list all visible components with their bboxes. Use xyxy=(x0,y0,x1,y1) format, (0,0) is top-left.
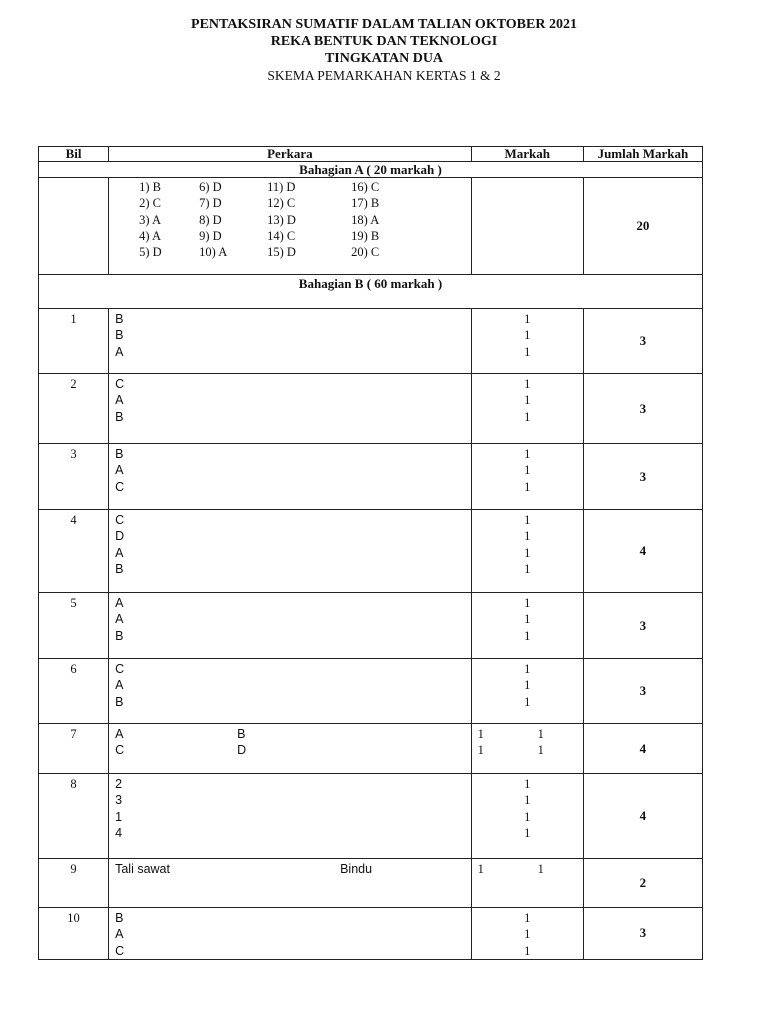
row-total: 3 xyxy=(583,908,702,960)
answer-item: A xyxy=(115,545,124,560)
row-number: 6 xyxy=(39,659,109,724)
row-total: 3 xyxy=(583,593,702,659)
mark-item: 1 xyxy=(524,927,531,942)
answer-item: Bindu xyxy=(340,862,373,876)
mark-item: 1 xyxy=(524,312,531,326)
section-a-answer: 12) C xyxy=(267,196,296,211)
col-markah-header: Markah xyxy=(471,147,583,162)
mark-item: 1 xyxy=(524,529,531,544)
answer-item: B xyxy=(115,409,124,424)
answer-item: A xyxy=(115,393,124,408)
mark-item: 1 xyxy=(537,743,544,758)
row-total: 3 xyxy=(583,374,702,444)
mark-item: 1 xyxy=(524,463,531,478)
row-total: 3 xyxy=(583,309,702,374)
row-number: 7 xyxy=(39,724,109,774)
answer-item: B xyxy=(115,628,124,643)
row-answers xyxy=(109,593,472,659)
mark-item: 1 xyxy=(524,447,531,461)
row-marks xyxy=(471,908,583,960)
answer-item: C xyxy=(115,943,125,958)
mark-item: 1 xyxy=(524,545,531,560)
document-header xyxy=(0,16,768,84)
answer-item: A xyxy=(115,678,124,693)
section-a-answer: 15) D xyxy=(267,245,296,260)
table-row xyxy=(39,859,703,908)
row-answers xyxy=(109,309,472,374)
row-total: 4 xyxy=(583,510,702,593)
mark-item: 1 xyxy=(524,561,531,576)
answer-item: D xyxy=(237,743,247,758)
section-a-answer: 5) D xyxy=(139,245,162,260)
mark-pair xyxy=(472,861,583,877)
mark-item: 1 xyxy=(477,743,484,758)
mark-item: 1 xyxy=(524,777,531,791)
answer-item: 1 xyxy=(115,809,123,824)
row-marks xyxy=(471,309,583,374)
section-a-answer: 17) B xyxy=(351,196,380,211)
exam-title: PENTAKSIRAN SUMATIF DALAM TALIAN OKTOBER 2021 xyxy=(191,17,577,32)
col-bil-header: Bil xyxy=(39,147,109,162)
row-marks xyxy=(471,859,583,908)
subject-title: REKA BENTUK DAN TEKNOLOGI xyxy=(270,34,498,49)
row-answers xyxy=(109,374,472,444)
section-a-answer: 20) C xyxy=(351,245,380,260)
mark-item: 1 xyxy=(524,628,531,643)
section-a-answer: 4) A xyxy=(139,228,161,243)
row-marks xyxy=(471,593,583,659)
section-a-answer-grid xyxy=(109,178,471,260)
section-b-title-row xyxy=(39,275,703,309)
section-a-answer: 16) C xyxy=(351,180,380,194)
mark-item: 1 xyxy=(524,409,531,424)
mark-item: 1 xyxy=(537,727,544,741)
mark-item: 1 xyxy=(524,513,531,527)
row-total: 4 xyxy=(583,724,702,774)
row-marks xyxy=(471,774,583,859)
section-a-answer: 3) A xyxy=(139,212,161,227)
row-total: 4 xyxy=(583,774,702,859)
section-a-total: 20 xyxy=(583,178,702,275)
row-number: 9 xyxy=(39,859,109,908)
row-marks xyxy=(471,659,583,724)
table-row xyxy=(39,724,703,774)
answer-item: 4 xyxy=(115,825,123,840)
answer-item: A xyxy=(115,463,124,478)
mark-item: 1 xyxy=(524,911,531,925)
row-answers xyxy=(109,510,472,593)
mark-item: 1 xyxy=(477,727,484,741)
answer-item: B xyxy=(115,561,124,576)
mark-item: 1 xyxy=(524,662,531,676)
answer-item: C xyxy=(115,662,125,676)
answer-item: B xyxy=(115,694,124,709)
mark-item: 1 xyxy=(524,612,531,627)
table-row xyxy=(39,309,703,374)
marking-scheme-table xyxy=(38,146,703,960)
answer-pair xyxy=(115,861,471,877)
form-level: TINGKATAN DUA xyxy=(324,51,444,66)
table-row xyxy=(39,908,703,960)
row-answers xyxy=(109,724,472,774)
section-a-answer: 8) D xyxy=(199,212,222,227)
mark-item: 1 xyxy=(524,809,531,824)
mark-pair xyxy=(472,742,583,758)
section-a-answer: 18) A xyxy=(351,212,380,227)
answer-item: B xyxy=(115,911,124,925)
mark-item: 1 xyxy=(477,862,484,876)
answer-item: A xyxy=(115,344,124,359)
answer-item: B xyxy=(237,727,246,741)
mark-item: 1 xyxy=(524,825,531,840)
mark-item: 1 xyxy=(524,793,531,808)
row-marks xyxy=(471,374,583,444)
table-row xyxy=(39,774,703,859)
answer-item: A xyxy=(115,927,124,942)
mark-pair xyxy=(472,726,583,742)
answer-item: B xyxy=(115,312,124,326)
table-header-row xyxy=(39,147,703,162)
section-a-answer: 2) C xyxy=(139,196,161,211)
section-a-answer: 10) A xyxy=(199,245,228,260)
answer-item: C xyxy=(115,479,125,494)
section-a-title-row xyxy=(39,162,703,178)
mark-item: 1 xyxy=(524,596,531,610)
section-b-title: Bahagian B ( 60 markah ) xyxy=(39,275,703,309)
section-a-answer: 1) B xyxy=(139,180,161,194)
mark-item: 1 xyxy=(524,328,531,343)
answer-item: D xyxy=(115,529,125,544)
table-row xyxy=(39,374,703,444)
section-a-answer: 13) D xyxy=(267,212,296,227)
row-total: 2 xyxy=(583,859,702,908)
answer-pair xyxy=(115,742,471,758)
row-marks xyxy=(471,724,583,774)
answer-item: B xyxy=(115,328,124,343)
table-row xyxy=(39,659,703,724)
row-answers xyxy=(109,908,472,960)
answer-item: A xyxy=(115,596,124,610)
table-row xyxy=(39,510,703,593)
row-total: 3 xyxy=(583,659,702,724)
section-a-answers-row xyxy=(39,178,703,275)
row-answers xyxy=(109,774,472,859)
table-row xyxy=(39,444,703,510)
mark-item: 1 xyxy=(524,694,531,709)
section-a-answer: 9) D xyxy=(199,228,222,243)
answer-item: 3 xyxy=(115,793,123,808)
scheme-title: SKEMA PEMARKAHAN KERTAS 1 & 2 xyxy=(267,68,501,83)
row-number: 3 xyxy=(39,444,109,510)
section-a-answer: 6) D xyxy=(199,180,222,194)
row-number: 8 xyxy=(39,774,109,859)
row-answers xyxy=(109,859,472,908)
answer-item: C xyxy=(115,513,125,527)
mark-item: 1 xyxy=(537,862,544,876)
section-a-answer: 7) D xyxy=(199,196,222,211)
section-a-answer: 14) C xyxy=(267,228,296,243)
answer-item: A xyxy=(115,727,124,741)
row-number: 4 xyxy=(39,510,109,593)
section-a-answer: 11) D xyxy=(267,180,296,194)
mark-item: 1 xyxy=(524,479,531,494)
row-number: 5 xyxy=(39,593,109,659)
answer-item: C xyxy=(115,377,125,391)
section-a-answer: 19) B xyxy=(351,228,380,243)
row-number: 10 xyxy=(39,908,109,960)
answer-item: 2 xyxy=(115,777,123,791)
col-perkara-header: Perkara xyxy=(109,147,472,162)
col-jumlah-header: Jumlah Markah xyxy=(583,147,702,162)
answer-item: C xyxy=(115,743,125,758)
table-row xyxy=(39,593,703,659)
section-a-title: Bahagian A ( 20 markah ) xyxy=(39,162,703,178)
answer-item: B xyxy=(115,447,124,461)
answer-pair xyxy=(115,726,471,742)
mark-item: 1 xyxy=(524,377,531,391)
row-answers xyxy=(109,444,472,510)
row-answers xyxy=(109,659,472,724)
row-number: 2 xyxy=(39,374,109,444)
row-total: 3 xyxy=(583,444,702,510)
row-number: 1 xyxy=(39,309,109,374)
mark-item: 1 xyxy=(524,678,531,693)
mark-item: 1 xyxy=(524,393,531,408)
answer-item: A xyxy=(115,612,124,627)
answer-item: Tali sawat xyxy=(115,862,170,876)
row-marks xyxy=(471,444,583,510)
mark-item: 1 xyxy=(524,344,531,359)
row-marks xyxy=(471,510,583,593)
mark-item: 1 xyxy=(524,943,531,958)
